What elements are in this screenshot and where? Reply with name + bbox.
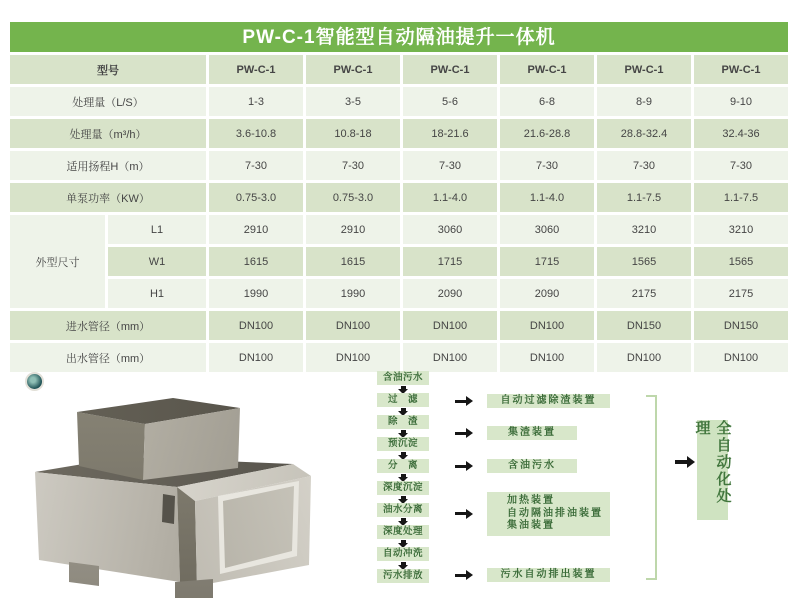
flow-branch (455, 426, 577, 440)
cell-value: 21.6-28.8 (500, 119, 594, 148)
flow-branch-box: 自动过滤除渣装置 (487, 394, 610, 408)
model-cell: PW-C-1 (597, 55, 691, 84)
row-label: 处理量（L/S） (10, 87, 206, 116)
down-arrow-icon (401, 496, 406, 499)
cell-value: 0.75-3.0 (209, 183, 303, 212)
model-cell: PW-C-1 (306, 55, 400, 84)
cell-value: 3060 (403, 215, 497, 244)
cell-value: 7-30 (597, 151, 691, 180)
cell-value: 3210 (694, 215, 788, 244)
cell-value: 1990 (209, 279, 303, 308)
right-arrow-icon (455, 465, 466, 468)
flow-step-box: 污水排放 (377, 569, 429, 583)
flow-step-box: 油水分离 (377, 503, 429, 517)
flow-step-unit (377, 481, 429, 503)
cell-value: 1565 (694, 247, 788, 276)
dimension-sub-label: H1 (108, 279, 206, 308)
table-row (10, 215, 788, 244)
cell-value: 32.4-36 (694, 119, 788, 148)
flow-step-unit (377, 547, 429, 569)
model-cell: PW-C-1 (694, 55, 788, 84)
flow-step-unit (377, 569, 429, 584)
cell-value: 1.1-7.5 (694, 183, 788, 212)
cell-value: 2910 (209, 215, 303, 244)
spec-table (7, 52, 791, 375)
cell-value: DN100 (500, 311, 594, 340)
right-arrow-icon (675, 460, 687, 464)
cell-value: DN100 (209, 343, 303, 372)
table-row (10, 151, 788, 180)
down-arrow-icon (401, 452, 406, 455)
cell-value: 10.8-18 (306, 119, 400, 148)
cell-value: DN100 (403, 343, 497, 372)
table-row (10, 343, 788, 372)
cell-value: 1.1-7.5 (597, 183, 691, 212)
flow-branch (455, 459, 577, 473)
cell-value: 8-9 (597, 87, 691, 116)
model-cell: PW-C-1 (403, 55, 497, 84)
cell-value: 1990 (306, 279, 400, 308)
cell-value: 1.1-4.0 (500, 183, 594, 212)
table-row (10, 279, 788, 308)
cell-value: DN100 (403, 311, 497, 340)
flow-step-box: 过 滤 (377, 393, 429, 407)
flow-step-box: 深度处理 (377, 525, 429, 539)
flow-step-unit (377, 393, 429, 415)
flow-step-box: 含油污水 (377, 371, 429, 385)
flow-step-unit (377, 503, 429, 525)
model-header-label: 型号 (10, 55, 206, 84)
cell-value: 7-30 (209, 151, 303, 180)
dimension-sub-label: L1 (108, 215, 206, 244)
cell-value: 1615 (306, 247, 400, 276)
model-cell: PW-C-1 (209, 55, 303, 84)
cell-value: DN100 (500, 343, 594, 372)
dimension-group-label: 外型尺寸 (10, 215, 105, 308)
flow-branch-line: 自动隔油排油装置 (507, 507, 603, 519)
flow-branch (455, 492, 610, 536)
flow-branch-line: 集油装置 (507, 520, 555, 531)
cell-value: 7-30 (403, 151, 497, 180)
flow-branch (455, 568, 610, 582)
cell-value: 9-10 (694, 87, 788, 116)
right-arrow-icon (455, 432, 466, 435)
cell-value: 3210 (597, 215, 691, 244)
table-row (10, 247, 788, 276)
cell-value: 1715 (403, 247, 497, 276)
product-photo (25, 372, 340, 600)
process-step-column (377, 371, 429, 584)
flow-branch (455, 394, 610, 408)
table-row (10, 55, 788, 84)
right-arrow-icon (455, 574, 466, 577)
flow-branch-box (487, 492, 610, 536)
down-arrow-icon (401, 430, 406, 433)
down-arrow-icon (401, 386, 406, 389)
right-arrow-icon (455, 400, 466, 403)
row-label: 进水管径（mm） (10, 311, 206, 340)
cell-value: 2090 (500, 279, 594, 308)
flow-step-box: 自动冲洗 (377, 547, 429, 561)
row-label: 适用扬程H（m） (10, 151, 206, 180)
cell-value: DN150 (694, 311, 788, 340)
flow-branch-box: 集渣装置 (487, 426, 577, 440)
grouping-bracket (646, 395, 657, 580)
down-arrow-icon (401, 562, 406, 565)
cell-value: 1715 (500, 247, 594, 276)
cell-value: 2910 (306, 215, 400, 244)
model-cell: PW-C-1 (500, 55, 594, 84)
row-label: 出水管径（mm） (10, 343, 206, 372)
flow-step-unit (377, 525, 429, 547)
cell-value: 5-6 (403, 87, 497, 116)
cell-value: 2090 (403, 279, 497, 308)
cell-value: 2175 (597, 279, 691, 308)
machine-lock-knob (25, 372, 44, 391)
page-title: PW-C-1智能型自动隔油提升一体机 (10, 22, 788, 52)
row-label: 处理量（m³/h） (10, 119, 206, 148)
flow-step-box: 除 渣 (377, 415, 429, 429)
cell-value: DN100 (209, 311, 303, 340)
flow-step-box: 预沉淀 (377, 437, 429, 451)
table-row (10, 311, 788, 340)
down-arrow-icon (401, 518, 406, 521)
cell-value: 18-21.6 (403, 119, 497, 148)
cell-value: DN100 (306, 311, 400, 340)
cell-value: 1615 (209, 247, 303, 276)
cell-value: DN150 (597, 311, 691, 340)
cell-value: 7-30 (694, 151, 788, 180)
row-label: 单泵功率（KW） (10, 183, 206, 212)
cell-value: 1565 (597, 247, 691, 276)
flow-step-box: 分 离 (377, 459, 429, 473)
cell-value: 28.8-32.4 (597, 119, 691, 148)
dimension-sub-label: W1 (108, 247, 206, 276)
right-arrow-icon (455, 512, 466, 515)
cell-value: 7-30 (500, 151, 594, 180)
table-row (10, 183, 788, 212)
flow-branch-box: 含油污水 (487, 459, 577, 473)
cell-value: 0.75-3.0 (306, 183, 400, 212)
cell-value: 3060 (500, 215, 594, 244)
down-arrow-icon (401, 408, 406, 411)
summary-label: 全自动化处理 (697, 420, 728, 520)
flow-step-unit (377, 371, 429, 393)
flow-step-box: 深度沉淀 (377, 481, 429, 495)
cell-value: DN100 (306, 343, 400, 372)
table-row (10, 119, 788, 148)
flow-branch-box: 污水自动排出装置 (487, 568, 610, 582)
cell-value: 1.1-4.0 (403, 183, 497, 212)
down-arrow-icon (401, 474, 406, 477)
table-row (10, 87, 788, 116)
cell-value: 3-5 (306, 87, 400, 116)
flow-branch-line: 加热装置 (507, 495, 555, 506)
cell-value: 7-30 (306, 151, 400, 180)
cell-value: 1-3 (209, 87, 303, 116)
cell-value: 2175 (694, 279, 788, 308)
flow-step-unit (377, 459, 429, 481)
cell-value: 6-8 (500, 87, 594, 116)
cell-value: DN100 (597, 343, 691, 372)
cell-value: 3.6-10.8 (209, 119, 303, 148)
flow-step-unit (377, 415, 429, 437)
down-arrow-icon (401, 540, 406, 543)
flow-step-unit (377, 437, 429, 459)
cell-value: DN100 (694, 343, 788, 372)
